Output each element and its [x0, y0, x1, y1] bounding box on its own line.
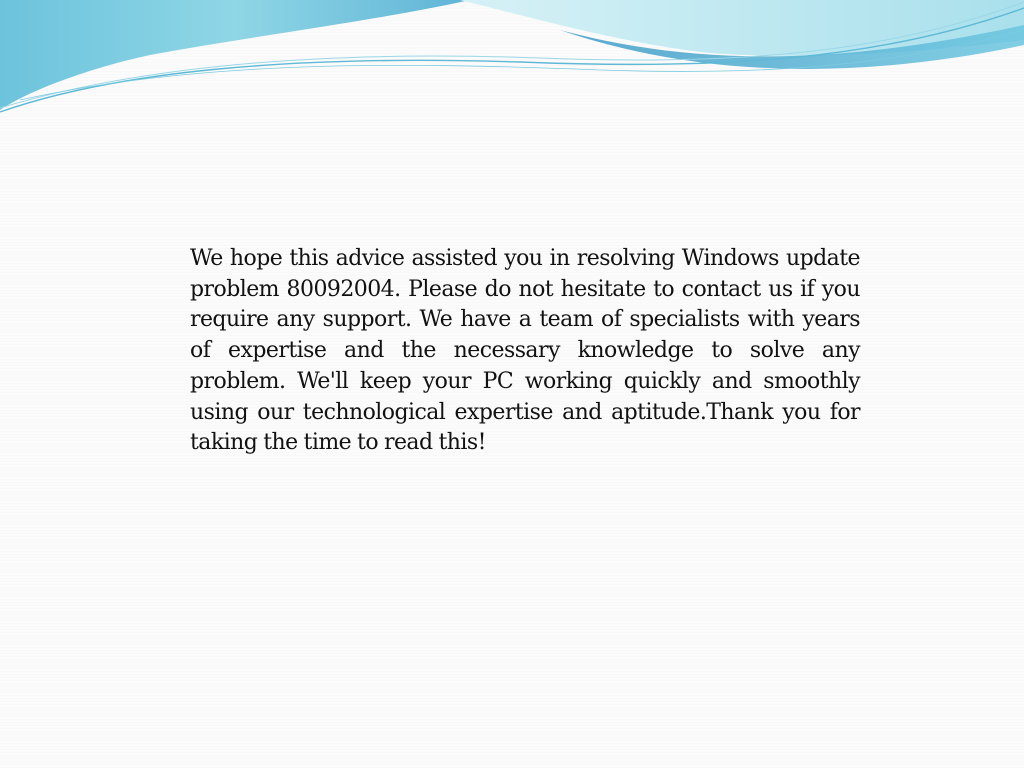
wave-band-left	[0, 0, 470, 110]
body-paragraph: We hope this advice assisted you in resolving Windows update problem 80092004. Please do not hesitate to contact us if you require any support. We have a team of specialists with years of expertise and the necessary knowledge to solve any problem. We'll keep your PC working quickly and smoothly using our technological expertise and aptitude.Thank you for taking the time to read this!	[190, 246, 860, 456]
header-wave-decoration	[0, 0, 1024, 130]
